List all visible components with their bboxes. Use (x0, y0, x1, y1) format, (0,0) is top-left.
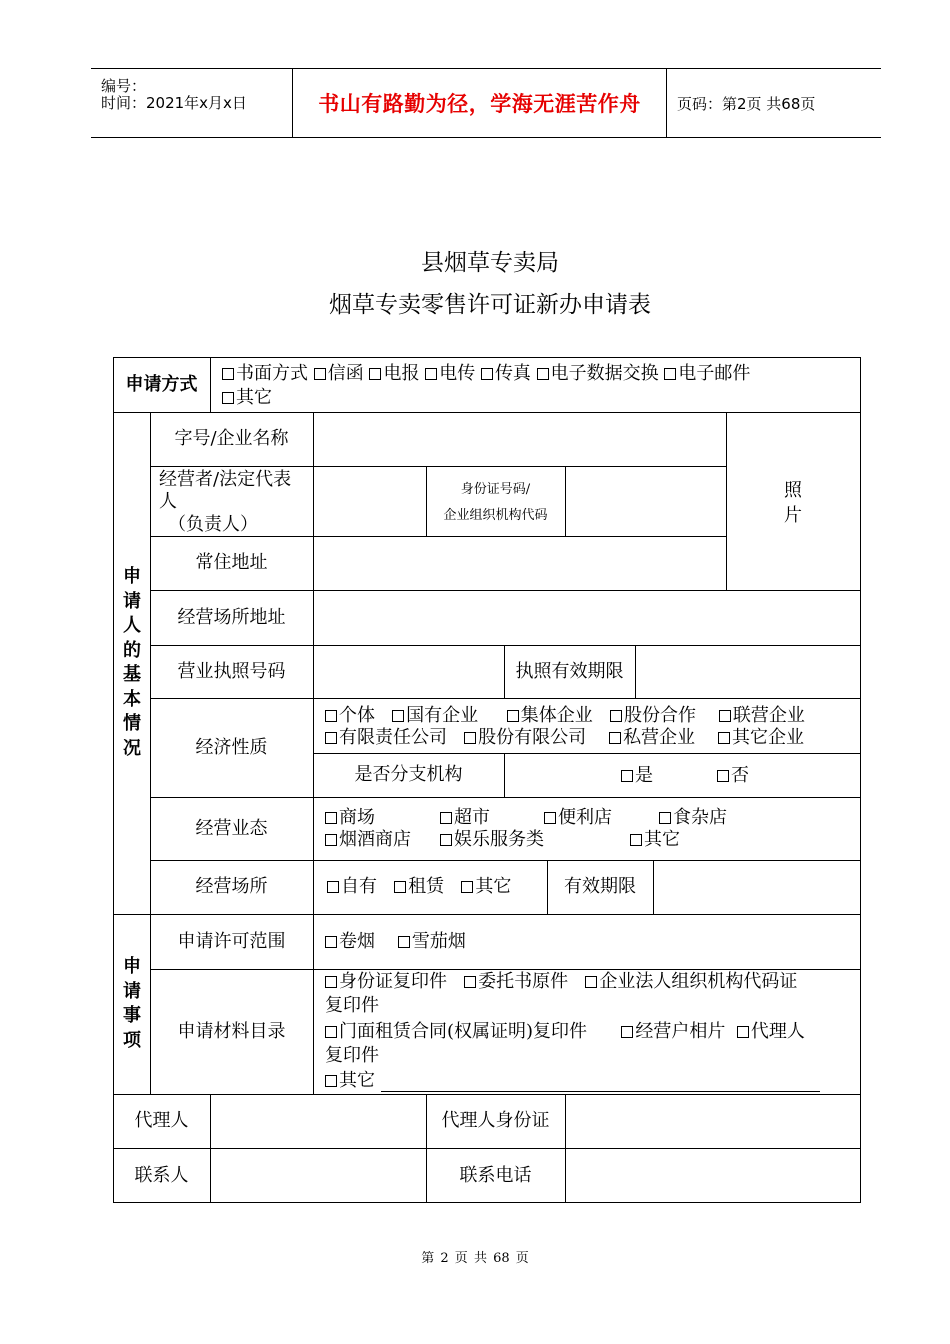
operator-label-3: （负责人） (168, 514, 258, 535)
branch-label: 是否分支机构 (354, 764, 463, 785)
business-form-opt-2 (440, 807, 490, 829)
checkbox[interactable] (222, 392, 234, 404)
checkbox[interactable] (585, 976, 597, 988)
photo-label-2: 片 (784, 505, 802, 526)
option-label: 其它企业 (731, 727, 804, 748)
operator-field[interactable] (314, 467, 425, 535)
application-form (113, 357, 861, 1203)
id-label-2: 企业组织机构代码 (443, 508, 548, 523)
form-title: 烟草专卖零售许可证新办申请表 (329, 292, 651, 318)
name-field[interactable] (314, 413, 725, 465)
option-label: 国有企业 (406, 705, 479, 726)
checkbox[interactable] (464, 976, 476, 988)
option-label: 其它 (475, 876, 512, 897)
option-label: 身份证复印件 (339, 971, 447, 992)
checkbox[interactable] (507, 710, 519, 722)
branch-no (717, 765, 749, 787)
checkbox[interactable] (609, 732, 621, 744)
checkbox[interactable] (621, 1026, 633, 1038)
apply-method-options-2 (222, 387, 272, 409)
contact-field[interactable] (211, 1149, 425, 1202)
checkbox[interactable] (325, 1075, 337, 1087)
checkbox[interactable] (440, 834, 452, 846)
option-label: 电子数据交换 (550, 363, 659, 384)
checkbox[interactable] (717, 770, 729, 782)
name-label: 字号/企业名称 (174, 428, 289, 449)
checkbox[interactable] (464, 732, 476, 744)
checkbox[interactable] (659, 812, 671, 824)
option-label: 集体企业 (520, 705, 593, 726)
scope-options (325, 931, 466, 953)
scope-label: 申请许可范围 (177, 930, 286, 952)
material-line-3 (325, 1021, 805, 1043)
rule (726, 412, 727, 590)
checkbox[interactable] (544, 812, 556, 824)
rule (210, 357, 211, 412)
material-line-1 (325, 971, 797, 993)
option-label: 否 (731, 765, 749, 786)
option-label: 企业法人组织机构代码证 (599, 971, 798, 992)
option-label: 有限责任公司 (339, 727, 447, 748)
premises-label: 经营场所 (195, 876, 268, 897)
checkbox[interactable] (664, 368, 676, 380)
option-label: 雪茄烟 (411, 931, 466, 952)
document-time: 时间：2021年x月x日 (101, 94, 247, 112)
option-label: 烟酒商店 (339, 829, 411, 850)
checkbox[interactable] (537, 368, 549, 380)
agent-field[interactable] (211, 1095, 425, 1147)
checkbox[interactable] (394, 881, 406, 893)
business-form-opt-3 (544, 807, 612, 829)
material-line-5 (325, 1070, 375, 1092)
checkbox[interactable] (325, 1026, 337, 1038)
economic-nature-label: 经济性质 (195, 736, 268, 758)
checkbox[interactable] (325, 710, 337, 722)
option-label: 自有 (341, 876, 377, 897)
checkbox[interactable] (369, 368, 381, 380)
option-label: 电传 (439, 363, 476, 384)
checkbox[interactable] (327, 881, 339, 893)
agent-id-label: 代理人身份证 (441, 1110, 550, 1131)
option-label: 食杂店 (673, 807, 727, 828)
option-label: 委托书原件 (478, 971, 569, 992)
rule (504, 753, 505, 797)
business-form-opt-5 (325, 829, 411, 851)
materials-label: 申请材料目录 (177, 1020, 286, 1042)
other-materials-line[interactable] (381, 1091, 820, 1092)
address-field[interactable] (314, 537, 725, 589)
option-label: 超市 (454, 807, 490, 828)
economic-options-2 (325, 727, 804, 749)
premises-options (327, 876, 511, 898)
business-form-opt-4 (659, 807, 727, 829)
page-footer (0, 1247, 950, 1266)
checkbox[interactable] (610, 710, 622, 722)
checkbox[interactable] (222, 368, 234, 380)
business-form-opt-6 (440, 829, 544, 851)
option-label: 电报 (383, 363, 420, 384)
option-label: 经营户相片 (635, 1021, 726, 1042)
checkbox[interactable] (719, 710, 731, 722)
option-label: 是 (635, 765, 653, 786)
operator-label-2: 人 (159, 491, 177, 512)
option-label: 股份合作 (623, 705, 696, 726)
page-title: 县烟草专卖局 (421, 250, 559, 276)
material-line-4: 复印件 (325, 1045, 379, 1066)
footer-text: 页 (515, 1251, 529, 1266)
premises-valid-field[interactable] (654, 861, 860, 913)
header-motto: 书山有路勤为径，学海无涯苦作舟 (318, 92, 641, 116)
option-label: 电子邮件 (678, 363, 751, 384)
business-address-field[interactable] (314, 591, 860, 644)
checkbox[interactable] (737, 1026, 749, 1038)
header-page-cell (666, 69, 881, 137)
apply-method-options (222, 363, 750, 385)
checkbox[interactable] (461, 881, 473, 893)
phone-field[interactable] (566, 1149, 860, 1202)
checkbox[interactable] (425, 368, 437, 380)
header-page-number: 页码：第2页 共68页 (677, 94, 816, 113)
material-line-2: 复印件 (325, 995, 379, 1016)
page-header (91, 68, 881, 138)
license-no-field[interactable] (314, 646, 503, 697)
photo-label-1: 照 (784, 480, 802, 501)
checkbox[interactable] (621, 770, 633, 782)
checkbox[interactable] (398, 936, 410, 948)
business-form-opt-7 (630, 829, 680, 851)
economic-options-1 (325, 705, 805, 727)
footer-total-pages: 68 (493, 1251, 510, 1266)
checkbox[interactable] (325, 732, 337, 744)
option-label: 便利店 (558, 807, 612, 828)
section-applicant-label: 申请人的基本情况 (123, 566, 141, 759)
footer-text: 第 (421, 1251, 435, 1266)
option-label: 股份有限公司 (478, 727, 587, 748)
contact-label: 联系人 (134, 1164, 189, 1186)
option-label: 卷烟 (339, 931, 375, 952)
phone-label: 联系电话 (459, 1164, 532, 1186)
id-field[interactable] (566, 467, 725, 535)
checkbox[interactable] (481, 368, 493, 380)
document-number: 编号： (101, 77, 147, 95)
option-label: 租赁 (408, 876, 445, 897)
option-label: 其它 (236, 387, 272, 408)
checkbox[interactable] (392, 710, 404, 722)
footer-page-number: 2 (440, 1251, 449, 1266)
license-valid-field[interactable] (636, 646, 860, 697)
business-form-opt-1 (325, 807, 375, 829)
option-label: 其它 (644, 829, 680, 850)
option-label: 书面方式 (236, 363, 308, 384)
option-label: 代理人 (750, 1021, 805, 1042)
option-label: 联营企业 (732, 705, 805, 726)
option-label: 信函 (327, 363, 364, 384)
option-label: 传真 (494, 363, 531, 384)
option-label: 其它 (339, 1070, 375, 1091)
premises-valid-label: 有效期限 (564, 876, 636, 897)
id-label-1: 身份证号码/ (460, 482, 531, 497)
operator-label-1: 经营者/法定代表 (159, 469, 292, 490)
apply-method-label: 申请方式 (125, 373, 198, 395)
checkbox[interactable] (314, 368, 326, 380)
branch-yes (621, 765, 653, 787)
footer-text: 共 (473, 1251, 487, 1266)
header-meta (91, 69, 292, 137)
footer-text: 页 (454, 1251, 468, 1266)
option-label: 门面租赁合同(权属证明)复印件 (339, 1021, 588, 1042)
section-items-label: 申请事项 (123, 956, 141, 1051)
business-address-label: 经营场所地址 (177, 606, 286, 628)
option-label: 商场 (339, 807, 375, 828)
option-label: 私营企业 (623, 727, 696, 748)
license-no-label: 营业执照号码 (177, 660, 286, 682)
checkbox[interactable] (440, 812, 452, 824)
checkbox[interactable] (325, 812, 337, 824)
option-label: 娱乐服务类 (454, 829, 544, 850)
checkbox[interactable] (630, 834, 642, 846)
checkbox[interactable] (325, 976, 337, 988)
address-label: 常住地址 (195, 552, 268, 573)
option-label: 个体 (339, 705, 375, 726)
agent-id-field[interactable] (566, 1095, 860, 1147)
business-form-label: 经营业态 (195, 817, 268, 839)
license-valid-label: 执照有效期限 (515, 660, 624, 682)
header-motto-cell (292, 69, 667, 137)
checkbox[interactable] (325, 834, 337, 846)
agent-label: 代理人 (134, 1110, 189, 1131)
checkbox[interactable] (718, 732, 730, 744)
checkbox[interactable] (325, 936, 337, 948)
